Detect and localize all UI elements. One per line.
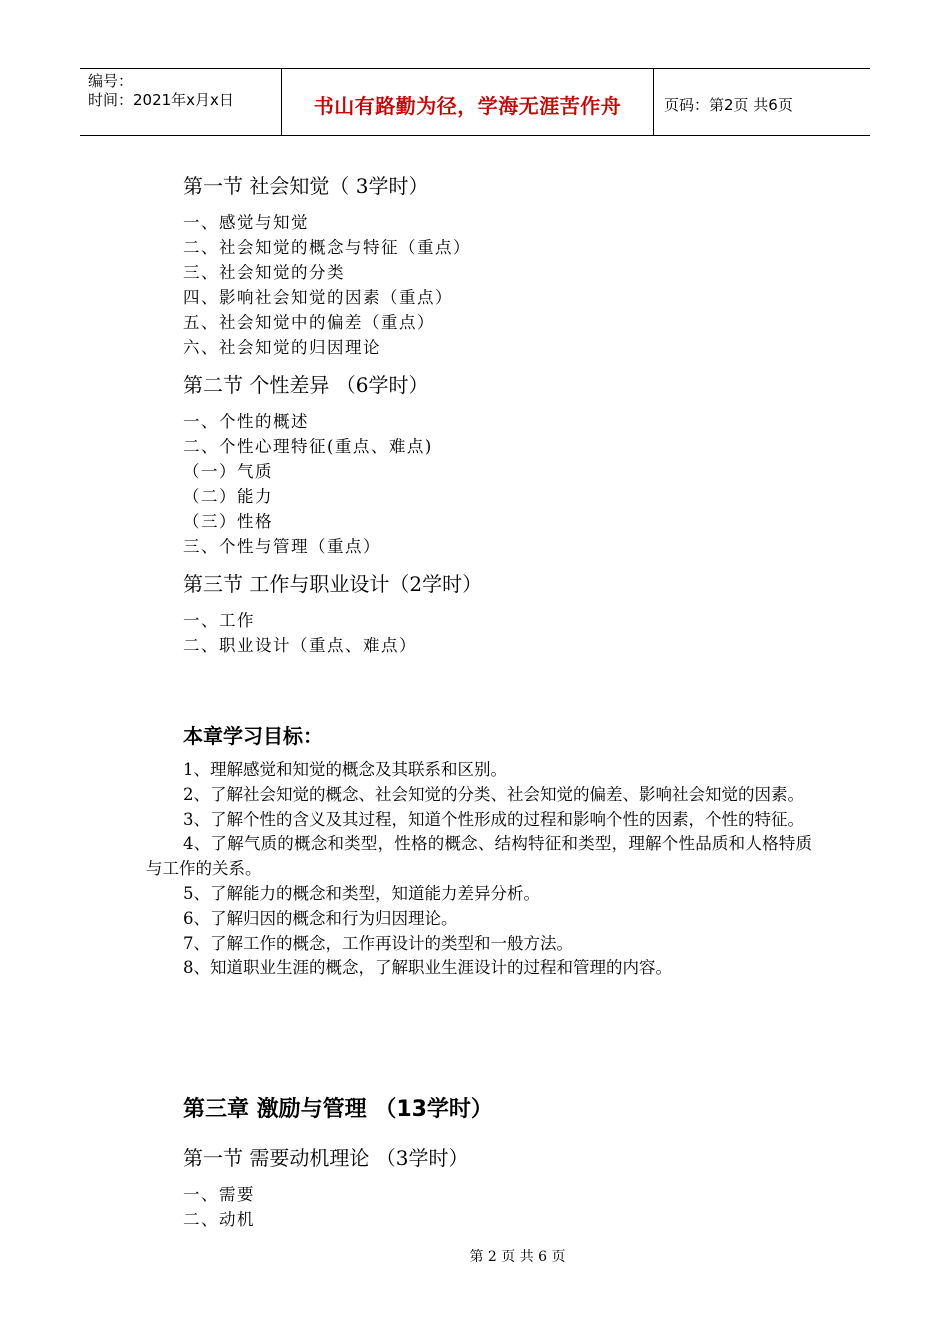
motto-text: 书山有路勤为径，学海无涯苦作舟 — [313, 93, 622, 118]
outline-item: 一、个性的概述 — [183, 412, 309, 431]
header-motto-cell — [282, 69, 654, 135]
outline-item: （三）性格 — [183, 512, 273, 531]
goal-item: 5、了解能力的概念和类型，知道能力差异分析。 — [183, 883, 540, 903]
outline-item: （二）能力 — [183, 487, 273, 506]
outline-item: 一、感觉与知觉 — [183, 213, 309, 232]
outline-item: 六、社会知觉的归因理论 — [183, 338, 381, 357]
outline-item: 三、社会知觉的分类 — [183, 263, 345, 282]
outline-item: 五、社会知觉中的偏差（重点） — [183, 313, 435, 332]
outline-item: （一）气质 — [183, 462, 273, 481]
goals-heading: 本章学习目标： — [183, 724, 323, 748]
outline-item: 二、个性心理特征(重点、难点) — [183, 437, 433, 456]
goal-item: 8、知道职业生涯的概念，了解职业生涯设计的过程和管理的内容。 — [183, 958, 672, 978]
outline-item: 一、需要 — [183, 1185, 255, 1204]
goal-item: 3、了解个性的含义及其过程，知道个性形成的过程和影响个性的因素，个性的特征。 — [183, 809, 804, 829]
section-title: 第一节 需要动机理论 （3学时） — [183, 1146, 469, 1170]
page-footer: 第 2 页 共 6 页 — [469, 1249, 566, 1265]
section-title: 第一节 社会知觉（ 3学时） — [183, 174, 429, 198]
goal-item: 6、了解归因的概念和行为归因理论。 — [183, 908, 458, 928]
outline-item: 三、个性与管理（重点） — [183, 537, 381, 556]
page-header — [80, 68, 870, 136]
section-title: 第三节 工作与职业设计（2学时） — [183, 572, 483, 596]
goal-item: 1、理解感觉和知觉的概念及其联系和区别。 — [183, 760, 507, 779]
goals-list — [146, 758, 812, 981]
outline-item: 二、社会知觉的概念与特征（重点） — [183, 238, 471, 257]
outline-item: 二、动机 — [183, 1210, 255, 1229]
chapter-title: 第三章 激励与管理 （13学时） — [183, 1097, 493, 1122]
time-label: 时间：2021年x月x日 — [88, 91, 234, 109]
number-label: 编号： — [88, 72, 134, 90]
section-title: 第二节 个性差异 （6学时） — [183, 373, 429, 397]
goal-item: 4、了解气质的概念和类型，性格的概念、结构特征和类型，理解个性品质和人格特质与工作的关系。 — [146, 834, 812, 879]
outline-item: 二、职业设计（重点、难点） — [183, 636, 417, 655]
outline-item: 四、影响社会知觉的因素（重点） — [183, 288, 453, 307]
goal-item: 7、了解工作的概念，工作再设计的类型和一般方法。 — [183, 933, 573, 953]
header-left-cell — [80, 69, 282, 135]
header-page-cell — [654, 69, 870, 135]
goal-item: 2、了解社会知觉的概念、社会知觉的分类、社会知觉的偏差、影响社会知觉的因素。 — [183, 784, 804, 804]
outline-item: 一、工作 — [183, 611, 255, 630]
page-code: 页码：第2页 共6页 — [664, 95, 793, 114]
